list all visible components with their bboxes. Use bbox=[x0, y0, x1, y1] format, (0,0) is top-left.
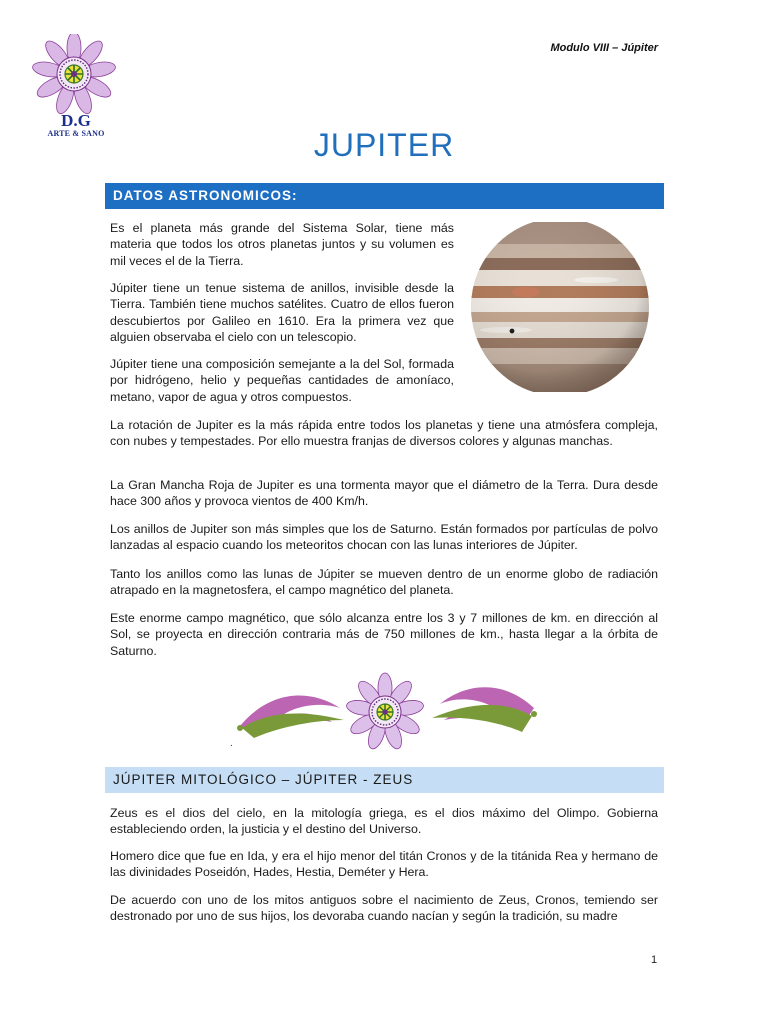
paragraph: Es el planeta más grande del Sistema Solar, tiene más materia que todos los otros planetas juntos y su volumen es mil veces el de la Tierra. bbox=[110, 221, 454, 268]
paragraph: Este enorme campo magnético, que sólo alcanza entre los 3 y 7 millones de km. en dirección al Sol, se proyecta en dirección contraria más de 750 millones de km., hasta llegar a la órbita de Saturno. bbox=[110, 611, 658, 658]
paragraph: Los anillos de Jupiter son más simples que los de Saturno. Están formados por partículas de polvo lanzadas al espacio cuando los meteoritos chocan con las lunas interiores de Júpiter. bbox=[110, 522, 658, 553]
paragraph: Homero dice que fue en Ida, y era el hijo menor del titán Cronos y de la titánida Rea y hermano de las divinidades Poseidón, Hades, Hestia, Deméter y Hera. bbox=[110, 849, 658, 880]
jupiter-planet-icon bbox=[466, 222, 654, 392]
jupiter-planet-image bbox=[466, 222, 654, 392]
paragraph: De acuerdo con uno de los mitos antiguos sobre el nacimiento de Zeus, Cronos, temiendo ser destronado por uno de sus hijos, los devoraba cuando nacían y según la tradición, su madre bbox=[110, 893, 658, 924]
section-heading-mythology: JÚPITER MITOLÓGICO – JÚPITER - ZEUS bbox=[105, 767, 664, 793]
logo-arte: ARTE & SANO bbox=[47, 129, 105, 138]
paragraph: Júpiter tiene una composición semejante a la del Sol, formada por hidrógeno, helio y pequeñas cantidades de amoníaco, metano, vapor de agua y otros compuestos. bbox=[110, 357, 454, 404]
floral-ornament bbox=[232, 668, 542, 758]
passion-flower-logo-icon bbox=[26, 34, 122, 118]
page-number: 1 bbox=[651, 954, 658, 966]
paragraph: La rotación de Jupiter es la más rápida entre todos los planetas y tiene una atmósfera compleja, con nubes y tempestades. Por ello muestra franjas de diversos colores y algunas manchas. bbox=[110, 418, 658, 449]
floral-ornament-icon bbox=[232, 668, 542, 758]
paragraph: Júpiter tiene un tenue sistema de anillos, invisible desde la Tierra. También tiene muchos satélites. Cuatro de ellos fueron descubiertos por Galileo en 1610. Era la primera vez que alguien observaba el cielo con un telescopio. bbox=[110, 281, 454, 345]
logo-dg: D.G bbox=[61, 111, 91, 130]
stray-dot: . bbox=[230, 738, 233, 749]
paragraph: Zeus es el dios del cielo, en la mitología griega, es el dios máximo del Olimpo. Gobierna estableciendo orden, la justicia y el destino del Universo. bbox=[110, 806, 658, 837]
paragraph: Tanto los anillos como las lunas de Júpiter se mueven dentro de un enorme globo de radiación atrapado en la magnetosfera, el campo magnético del planeta. bbox=[110, 567, 658, 598]
section-heading-astronomical: DATOS ASTRONOMICOS: bbox=[105, 183, 664, 209]
page-title: JUPITER bbox=[313, 127, 455, 163]
running-header: Modulo VIII – Júpiter bbox=[550, 42, 658, 54]
paragraph: La Gran Mancha Roja de Jupiter es una tormenta mayor que el diámetro de la Terra. Dura desde hace 300 años y provoca vientos de 400 Km/h. bbox=[110, 478, 658, 509]
